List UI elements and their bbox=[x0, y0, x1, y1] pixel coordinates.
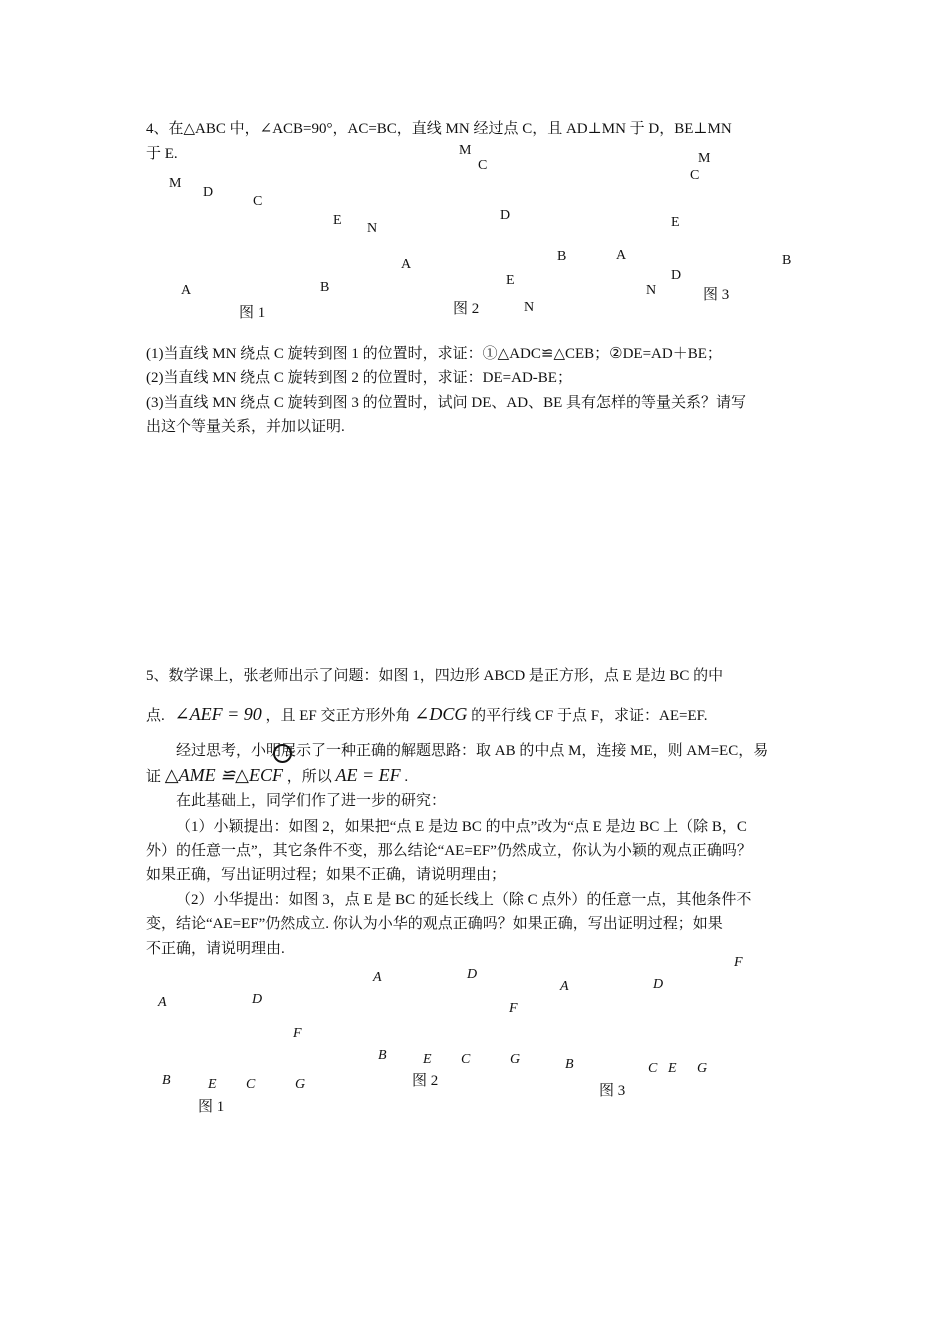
p4f3-label-E: E bbox=[671, 215, 680, 230]
p5f2-label-G: G bbox=[510, 1052, 521, 1067]
p5-line2-c: 的平行线 CF 于点 F，求证：AE=EF. bbox=[471, 708, 708, 724]
p5-line4-math-congruent: △AME ≌△ECF bbox=[164, 765, 284, 785]
p5f2-label-B: B bbox=[378, 1048, 387, 1063]
p4f2-label-B: B bbox=[557, 249, 567, 264]
p4f3-label-C: C bbox=[690, 168, 700, 183]
p4f3-caption: 图 3 bbox=[703, 287, 730, 303]
problem5-line9: （2）小华提出：如图 3，点 E 是 BC 的延长线上（除 C 点外）的任意一点，其他条件不 bbox=[176, 892, 752, 908]
p5f2-label-D: D bbox=[467, 967, 478, 982]
problem5-line4 bbox=[146, 764, 810, 788]
p5f3-label-D: D bbox=[653, 977, 664, 992]
p5f2-label-E: E bbox=[423, 1052, 432, 1067]
problem5-line5: 在此基础上，同学们作了进一步的研究： bbox=[176, 793, 447, 809]
p5-line4-math-ae-ef: AE = EF bbox=[335, 765, 401, 785]
problem4-q2: (2)当直线 MN 绕点 C 旋转到图 2 的位置时，求证：DE=AD-BE； bbox=[146, 370, 572, 386]
problem5-line11: 不正确，请说明理由. bbox=[146, 941, 285, 957]
problem5-line7: 外）的任意一点”，其它条件不变，那么结论“AE=EF”仍然成立，你认为小颖的观点正确吗？ bbox=[146, 843, 752, 859]
p4f1-caption: 图 1 bbox=[239, 305, 266, 321]
problem4-line1: 4、在△ABC 中，∠ACB=90°，AC=BC，直线 MN 经过点 C，且 AD⊥MN 于 D，BE⊥MN bbox=[146, 121, 732, 137]
p5f2-label-C: C bbox=[461, 1052, 471, 1067]
p5f3-label-E: E bbox=[668, 1061, 677, 1076]
problem5-line3: 经过思考，小明展示了一种正确的解题思路：取 AB 的中点 M，连接 ME，则 AM=EC，易 bbox=[176, 743, 769, 759]
p5f3-label-B: B bbox=[565, 1057, 574, 1072]
p4f1-label-D: D bbox=[203, 185, 214, 200]
p5f3-label-A: A bbox=[560, 979, 569, 994]
p4f2-label-M: M bbox=[459, 143, 472, 158]
p5f1-label-G: G bbox=[295, 1077, 306, 1092]
p5f1-label-E: E bbox=[208, 1077, 217, 1092]
p5f2-caption: 图 2 bbox=[412, 1073, 439, 1089]
p5f3-label-G: G bbox=[697, 1061, 708, 1076]
p4f3-label-A: A bbox=[616, 248, 627, 263]
p4f2-label-A: A bbox=[401, 257, 412, 272]
problem4-line2: 于 E. bbox=[146, 146, 178, 162]
p4f1-label-E: E bbox=[333, 213, 342, 228]
p4f1-label-C: C bbox=[253, 194, 263, 209]
p5f3-caption: 图 3 bbox=[599, 1083, 626, 1099]
p4f2-label-D: D bbox=[500, 208, 511, 223]
problem5-line10: 变，结论“AE=EF”仍然成立. 你认为小华的观点正确吗？如果正确，写出证明过程；如果 bbox=[146, 916, 723, 932]
p4f3-label-N: N bbox=[646, 283, 657, 298]
p5f1-label-C: C bbox=[246, 1077, 256, 1092]
p5-line4-b: ，所以 bbox=[286, 769, 332, 785]
problem5-line1: 5、数学课上，张老师出示了问题：如图 1，四边形 ABCD 是正方形，点 E 是边 BC 的中 bbox=[146, 668, 724, 684]
p4f1-label-N: N bbox=[367, 221, 378, 236]
problem4-q3b: 出这个等量关系，并加以证明. bbox=[146, 419, 345, 435]
circle-annotation-icon bbox=[273, 744, 292, 763]
p5f2-label-F: F bbox=[509, 1001, 518, 1016]
p5f2-label-A: A bbox=[373, 970, 382, 985]
p4f1-label-B: B bbox=[320, 280, 330, 295]
p4f2-caption: 图 2 bbox=[453, 301, 480, 317]
p4f1-label-M: M bbox=[169, 176, 182, 191]
p5-line2-math-dcg: ∠DCG bbox=[414, 704, 468, 724]
p4f3-label-D: D bbox=[671, 268, 682, 283]
p4f1-label-A: A bbox=[181, 283, 192, 298]
problem5-line6: （1）小颖提出：如图 2，如果把“点 E 是边 BC 的中点”改为“点 E 是边 BC 上（除 B，C bbox=[176, 819, 747, 835]
p4f3-label-B: B bbox=[782, 253, 792, 268]
p4f2-label-C: C bbox=[478, 158, 488, 173]
p5f1-label-A: A bbox=[158, 995, 167, 1010]
p4f2-label-E: E bbox=[506, 273, 515, 288]
problem4-q1: (1)当直线 MN 绕点 C 旋转到图 1 的位置时，求证：①△ADC≌△CEB；②DE=AD＋BE； bbox=[146, 346, 722, 362]
p5f3-label-C: C bbox=[648, 1061, 658, 1076]
p5f1-label-D: D bbox=[252, 992, 263, 1007]
problem5-line2 bbox=[146, 703, 810, 727]
p5f1-caption: 图 1 bbox=[198, 1099, 225, 1115]
p5f3-label-F: F bbox=[734, 955, 743, 970]
p5-line2-a: 点. bbox=[146, 708, 165, 724]
p5-line2-math-angle: ∠AEF = 90 bbox=[174, 704, 262, 724]
p5f1-label-B: B bbox=[162, 1073, 171, 1088]
p5-line4-c: . bbox=[404, 769, 409, 785]
problem5-line8: 如果正确，写出证明过程；如果不正确，请说明理由； bbox=[146, 867, 507, 883]
p5-line4-a: 证 bbox=[146, 769, 162, 785]
problem4-q3a: (3)当直线 MN 绕点 C 旋转到图 3 的位置时，试问 DE、AD、BE 具有怎样的等量关系？请写 bbox=[146, 395, 746, 411]
p5f1-label-F: F bbox=[293, 1026, 302, 1041]
p4f2-label-N: N bbox=[524, 300, 535, 315]
p4f3-label-M: M bbox=[698, 151, 711, 166]
p5-line2-b: ，且 EF 交正方形外角 bbox=[265, 708, 411, 724]
